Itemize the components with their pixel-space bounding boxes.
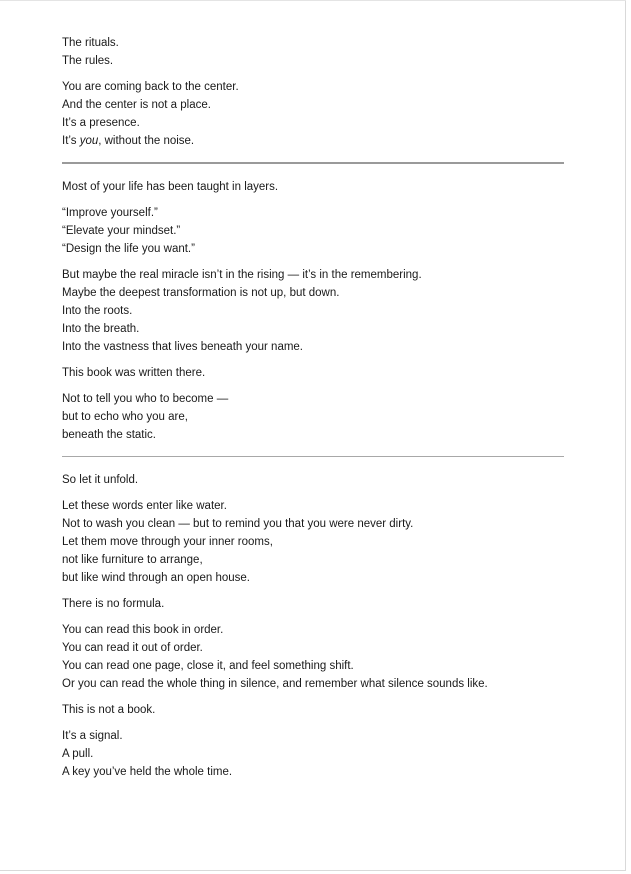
text-line: Maybe the deepest transformation is not up, but down. [62, 287, 340, 299]
section-divider [62, 456, 564, 457]
text-line: A key you’ve held the whole time. [62, 766, 233, 778]
text-line: And the center is not a place. [62, 99, 211, 111]
text-line: This book was written there. [62, 367, 206, 379]
text-line: Into the breath. [62, 323, 140, 335]
paragraph-miracle [62, 266, 564, 356]
paragraph-written-there [62, 364, 564, 382]
text-line: The rules. [62, 55, 114, 67]
paragraph-quotes [62, 204, 564, 258]
text-line: So let it unfold. [62, 474, 139, 486]
text-line: Into the roots. [62, 305, 133, 317]
text-line: You can read it out of order. [62, 642, 203, 654]
paragraph-no-formula [62, 595, 564, 613]
text-line: The rituals. [62, 37, 119, 49]
paragraph-center [62, 78, 564, 150]
text-line: but like wind through an open house. [62, 572, 250, 584]
paragraph-not-a-book [62, 701, 564, 719]
text-line: not like furniture to arrange, [62, 554, 203, 566]
text-fragment: It’s [62, 135, 80, 147]
paragraph-water [62, 497, 564, 587]
paragraph-read [62, 621, 564, 693]
paragraph-rituals [62, 34, 564, 70]
text-line: but to echo who you are, [62, 411, 188, 423]
text-line: Not to tell you who to become — [62, 393, 229, 405]
text-line: Most of your life has been taught in layers. [62, 181, 279, 193]
text-line: It’s a signal. [62, 730, 123, 742]
paragraph-unfold [62, 471, 564, 489]
text-line: “Elevate your mindset.” [62, 225, 181, 237]
paragraph-layers [62, 178, 564, 196]
text-line-with-emphasis [62, 132, 564, 150]
text-line: A pull. [62, 748, 94, 760]
text-fragment: , without the noise. [98, 135, 195, 147]
text-line: “Design the life you want.” [62, 243, 195, 255]
text-line: “Improve yourself.” [62, 207, 158, 219]
text-line: You can read one page, close it, and feel something shift. [62, 660, 354, 672]
text-line: Let them move through your inner rooms, [62, 536, 273, 548]
text-line: There is no formula. [62, 598, 165, 610]
page-top-edge [0, 0, 626, 1]
emphasized-word: you [79, 135, 99, 147]
text-line: It’s a presence. [62, 117, 140, 129]
text-line: beneath the static. [62, 429, 156, 441]
text-line: Or you can read the whole thing in silence, and remember what silence sounds like. [62, 678, 488, 690]
text-line: But maybe the real miracle isn’t in the rising — it’s in the remembering. [62, 269, 422, 281]
paragraph-signal [62, 727, 564, 781]
text-line: Into the vastness that lives beneath your name. [62, 341, 304, 353]
text-line: You are coming back to the center. [62, 81, 239, 93]
text-line: You can read this book in order. [62, 624, 224, 636]
paragraph-echo [62, 390, 564, 444]
text-line: This is not a book. [62, 704, 156, 716]
text-line: Let these words enter like water. [62, 500, 227, 512]
section-divider [62, 162, 564, 164]
text-line: Not to wash you clean — but to remind you that you were never dirty. [62, 518, 414, 530]
page-content [62, 34, 564, 789]
